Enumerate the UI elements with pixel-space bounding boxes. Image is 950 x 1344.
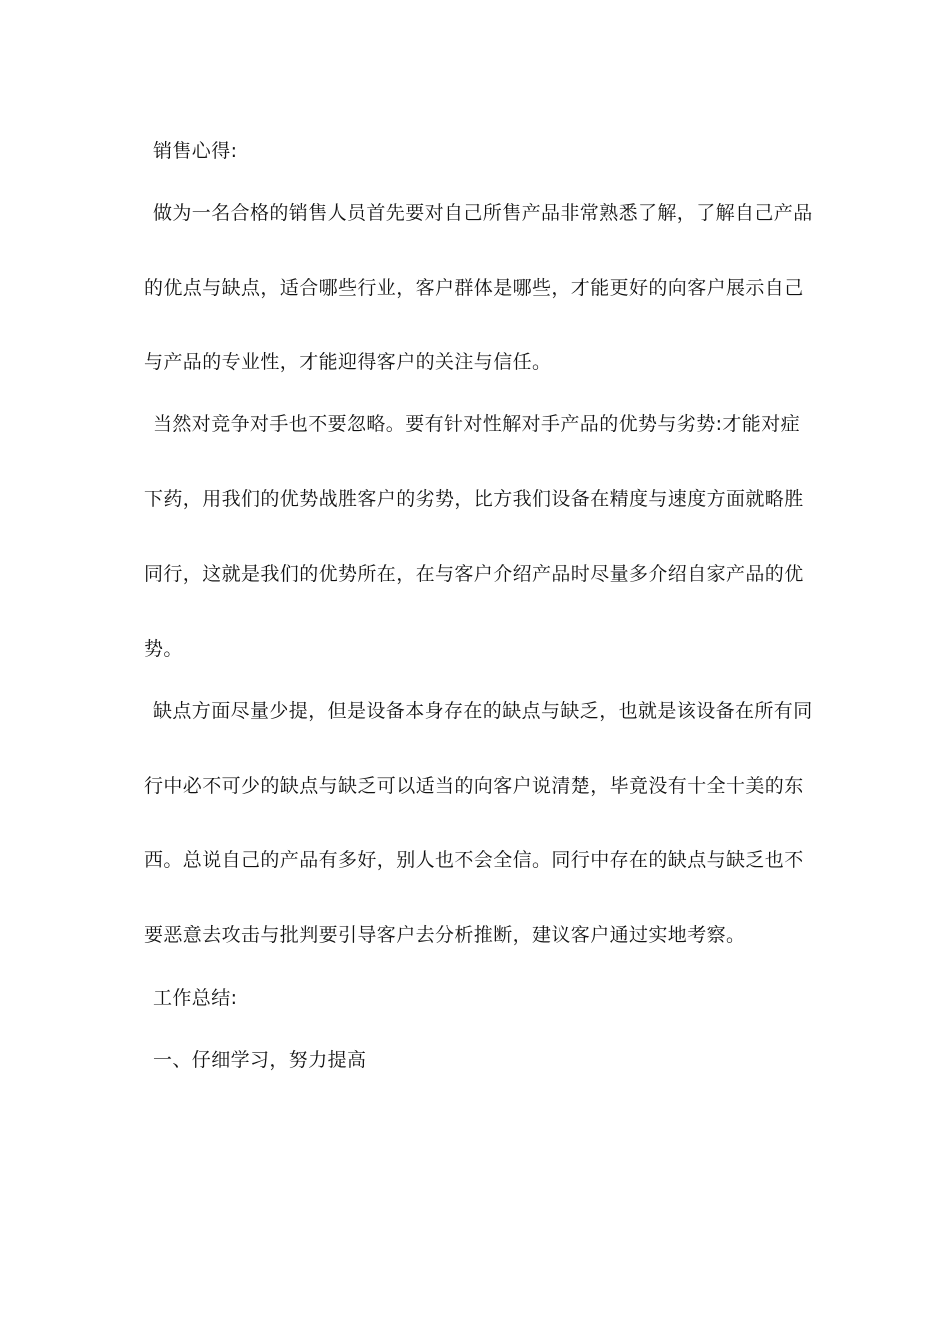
para1-line-3: 与产品的专业性，才能迎得客户的关注与信任。 [144, 351, 552, 373]
para1-line-1: 做为一名合格的销售人员首先要对自己所售产品非常熟悉了解，了解自己产品 [153, 202, 813, 224]
para1-line-2: 的优点与缺点，适合哪些行业，客户群体是哪些，才能更好的向客户展示自己 [144, 277, 804, 299]
section1-title: 一、仔细学习，努力提高 [153, 1049, 367, 1071]
para2-line-2: 下药，用我们的优势战胜客户的劣势，比方我们设备在精度与速度方面就略胜 [144, 488, 804, 510]
para2-line-3: 同行，这就是我们的优势所在，在与客户介绍产品时尽量多介绍自家产品的优 [144, 563, 804, 585]
para3-line-1: 缺点方面尽量少提，但是设备本身存在的缺点与缺乏，也就是该设备在所有同 [153, 700, 813, 722]
para2-line-1: 当然对竞争对手也不要忽略。要有针对性解对手产品的优势与劣势:才能对症 [153, 413, 801, 435]
heading-summary: 工作总结: [153, 987, 238, 1009]
para3-line-3: 西。总说自己的产品有多好，别人也不会全信。同行中存在的缺点与缺乏也不 [144, 849, 804, 871]
para2-line-4: 势。 [144, 638, 183, 660]
heading-sales: 销售心得: [153, 140, 238, 162]
para3-line-4: 要恶意去攻击与批判要引导客户去分析推断，建议客户通过实地考察。 [144, 924, 746, 946]
para3-line-2: 行中必不可少的缺点与缺乏可以适当的向客户说清楚，毕竟没有十全十美的东 [144, 775, 804, 797]
